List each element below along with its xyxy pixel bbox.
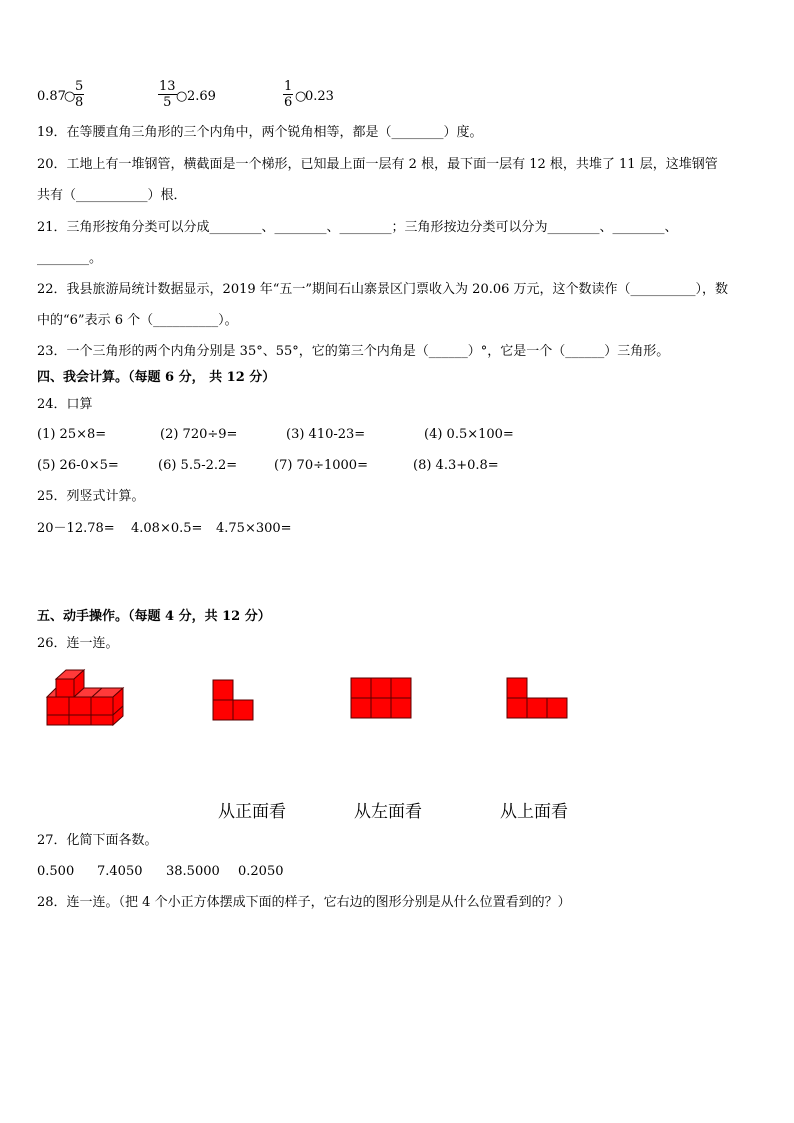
q24-item: (1) 25×8= xyxy=(37,427,107,442)
compare-3-fraction xyxy=(283,79,293,110)
compare-2-right: 2.69 xyxy=(187,89,216,104)
q27-item: 38.5000 xyxy=(166,864,220,879)
question-25-title: 25．列竖式计算。 xyxy=(37,489,145,504)
question-20-line2: 共有（___________）根． xyxy=(37,188,187,203)
question-21-line2: ________。 xyxy=(37,251,103,266)
cube-stack-figure xyxy=(44,666,126,728)
q25-item: 4.08×0.5= xyxy=(131,521,203,536)
compare-1-circle: ○ xyxy=(64,89,76,104)
section-4-title: 四、我会计算。（每题 6 分， 共 12 分） xyxy=(37,370,276,385)
q27-item: 0.500 xyxy=(37,864,75,879)
q25-item: 4.75×300= xyxy=(216,521,292,536)
fraction-numerator: 1 xyxy=(284,79,293,94)
q25-item: 20－12.78= xyxy=(37,521,115,536)
fraction-denominator: 5 xyxy=(163,95,172,110)
fraction-numerator: 5 xyxy=(75,79,84,94)
question-22-line2: 中的“6”表示 6 个（__________）。 xyxy=(37,313,238,328)
compare-2-fraction xyxy=(158,79,177,110)
compare-1-fraction xyxy=(74,79,84,110)
front-view-shape xyxy=(350,677,412,721)
question-20-line1: 20．工地上有一堆钢管，横截面是一个梯形，已知最上面一层有 2 根，最下面一层有 12 根，共堆了 11 层，这堆钢管 xyxy=(37,157,718,172)
question-26-title: 26．连一连。 xyxy=(37,636,119,651)
top-view-shape xyxy=(506,677,570,719)
question-19: 19．在等腰直角三角形的三个内角中，两个锐角相等，都是（________）度。 xyxy=(37,125,483,140)
section-5-title: 五、动手操作。（每题 4 分，共 12 分） xyxy=(37,609,271,624)
view-label-top: 从上面看 xyxy=(500,802,568,822)
q27-item: 7.4050 xyxy=(97,864,143,879)
q24-item: (2) 720÷9= xyxy=(160,427,238,442)
q24-item: (8) 4.3+0.8= xyxy=(413,458,499,473)
compare-3-circle: ○ xyxy=(295,89,307,104)
compare-2-circle: ○ xyxy=(176,89,188,104)
question-23: 23．一个三角形的两个内角分别是 35°、55°，它的第三个内角是（______）°，它是一个（______）三角形。 xyxy=(37,344,670,359)
question-28: 28．连一连。（把 4 个小正方体摆成下面的样子，它右边的图形分别是从什么位置看到的？） xyxy=(37,895,571,910)
fraction-denominator: 6 xyxy=(284,95,293,110)
question-27-title: 27．化简下面各数。 xyxy=(37,833,158,848)
compare-1-left: 0.87 xyxy=(37,89,66,104)
q24-item: (3) 410-23= xyxy=(286,427,366,442)
compare-3-right: 0.23 xyxy=(305,89,334,104)
question-24-title: 24．口算 xyxy=(37,397,93,412)
question-22-line1: 22．我县旅游局统计数据显示，2019 年“五一”期间石山寨景区门票收入为 20.06 万元，这个数读作（__________），数 xyxy=(37,282,729,297)
q24-item: (7) 70÷1000= xyxy=(274,458,368,473)
fraction-numerator: 13 xyxy=(159,79,176,94)
q27-item: 0.2050 xyxy=(238,864,284,879)
left-view-shape xyxy=(212,679,256,721)
fraction-denominator: 8 xyxy=(75,95,84,110)
q24-item: (6) 5.5-2.2= xyxy=(158,458,238,473)
view-label-left: 从左面看 xyxy=(354,802,422,822)
q24-item: (4) 0.5×100= xyxy=(424,427,514,442)
q24-item: (5) 26-0×5= xyxy=(37,458,119,473)
view-label-front: 从正面看 xyxy=(218,802,286,822)
question-21-line1: 21．三角形按角分类可以分成________、________、________；三角形按边分类可以分为________、________、 xyxy=(37,220,678,235)
